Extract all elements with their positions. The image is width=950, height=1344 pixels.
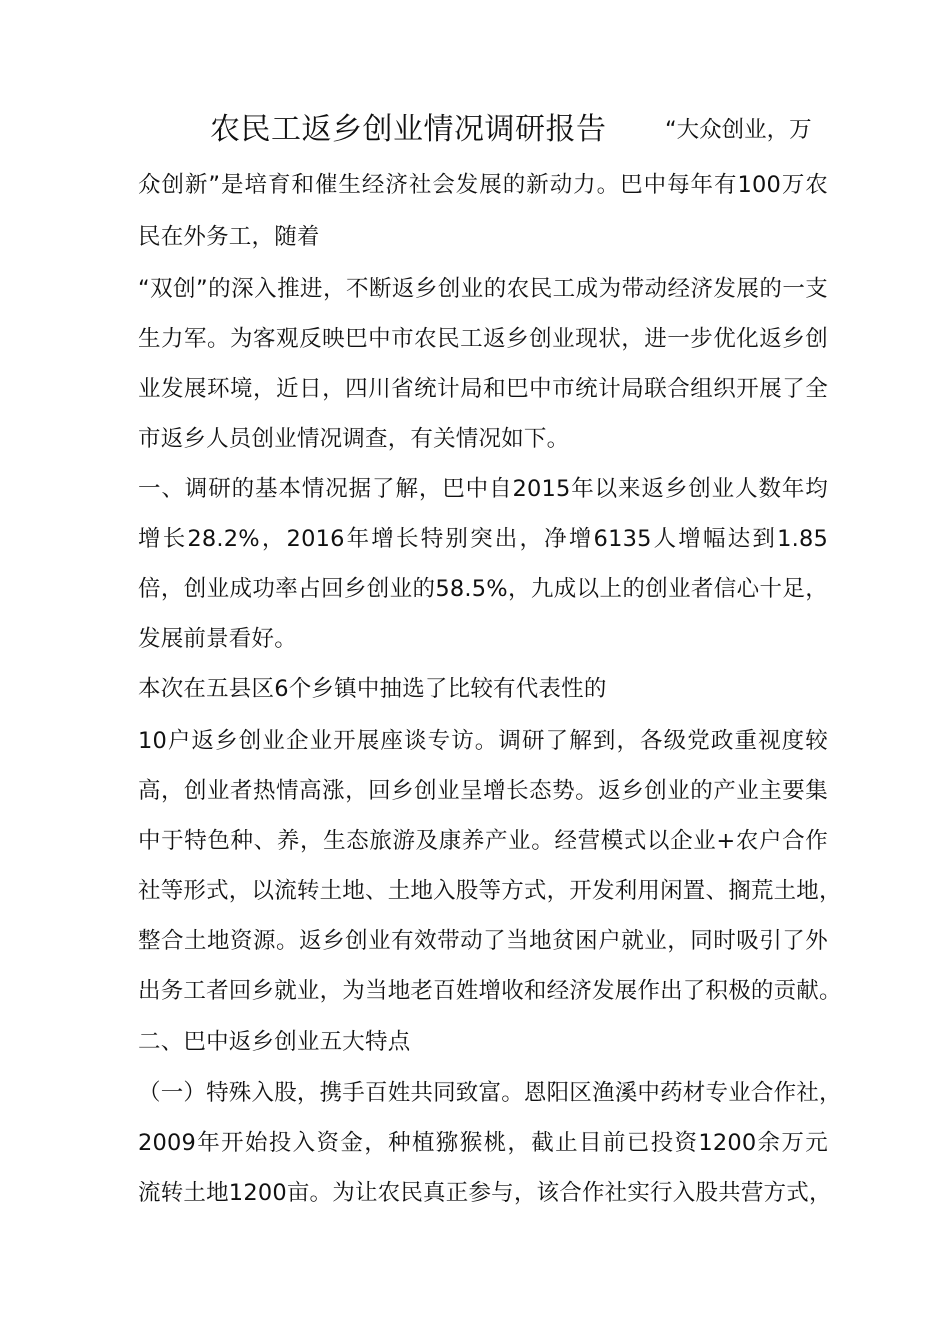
body-line: 民在外务工，随着 (138, 224, 320, 250)
body-line: 流转土地1200亩。为让农民真正参与，该合作社实行入股共营方式， (138, 1180, 832, 1206)
body-line: “双创”的深入推进，不断返乡创业的农民工成为带动经济发展的一支 (138, 276, 828, 302)
body-line: 众创新”是培育和催生经济社会发展的新动力。巴中每年有100万农 (138, 172, 828, 198)
body-line: 高，创业者热情高涨，回乡创业呈增长态势。返乡创业的产业主要集 (138, 778, 828, 804)
subsection-heading: （一）特殊入股，携手百姓共同致富。恩阳区渔溪中药材专业合作社， (138, 1080, 842, 1106)
body-line: 10户返乡创业企业开展座谈专访。调研了解到，各级党政重视度较 (138, 728, 828, 754)
body-line: 业发展环境，近日，四川省统计局和巴中市统计局联合组织开展了全 (138, 376, 828, 402)
body-line: 中于特色种、养，生态旅游及康养产业。经营模式以企业+农户合作 (138, 828, 828, 854)
section-heading-2: 二、巴中返乡创业五大特点 (138, 1029, 411, 1055)
body-line: 倍，创业成功率占回乡创业的58.5%，九成以上的创业者信心十足， (138, 576, 828, 602)
body-line: 发展前景看好。 (138, 626, 297, 652)
body-line: 整合土地资源。返乡创业有效带动了当地贫困户就业，同时吸引了外 (138, 928, 828, 954)
title-trailing-text: “大众创业，万 (665, 117, 812, 143)
body-line: 生力军。为客观反映巴中市农民工返乡创业现状，进一步优化返乡创 (138, 326, 828, 352)
body-line: 社等形式，以流转土地、土地入股等方式，开发利用闲置、搁荒土地， (138, 878, 842, 904)
body-line: 2009年开始投入资金，种植猕猴桃，截止目前已投资1200余万元 (138, 1130, 828, 1156)
body-line: 增长28.2%，2016年增长特别突出，净增6135人增幅达到1.85 (138, 526, 828, 552)
body-line: 市返乡人员创业情况调查，有关情况如下。 (138, 426, 570, 452)
section-heading-1: 一、调研的基本情况据了解，巴中自2015年以来返乡创业人数年均 (138, 476, 828, 502)
document-title: 农民工返乡创业情况调研报告 (210, 112, 607, 147)
body-line: 本次在五县区6个乡镇中抽选了比较有代表性的 (138, 676, 607, 702)
body-line: 出务工者回乡就业，为当地老百姓增收和经济发展作出了积极的贡献。 (138, 978, 842, 1004)
